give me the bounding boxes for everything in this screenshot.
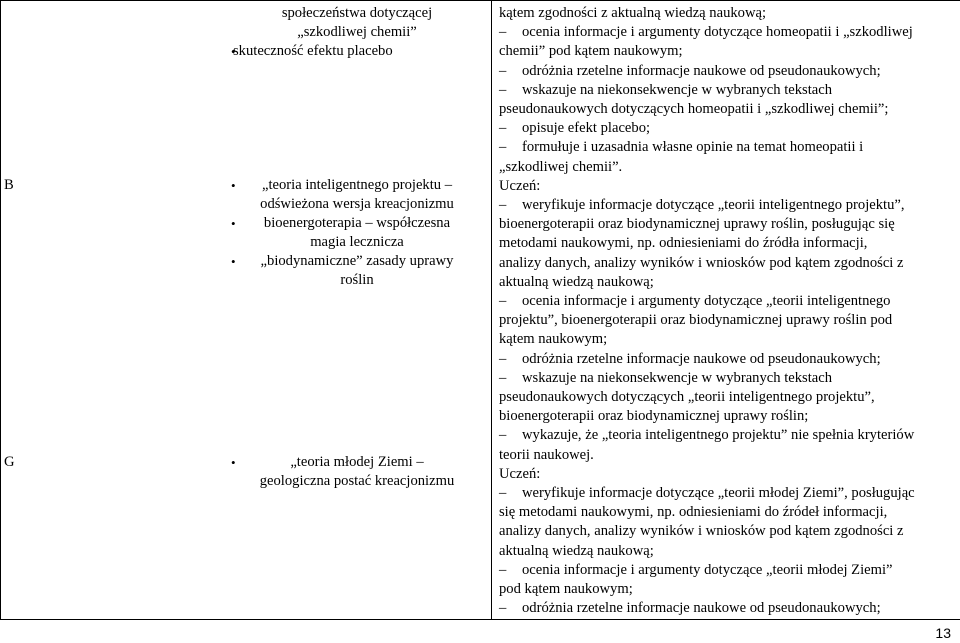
topic-item [233, 4, 481, 42]
outcome-dash-line: – opisuje efekt placebo; [499, 119, 955, 138]
outcome-line: metodami naukowymi, np. odniesieniami do źródła informacji, [499, 234, 955, 253]
outcome-line: aktualną wiedzą naukową; [499, 273, 955, 292]
outcome-dash-line: – wskazuje na niekonsekwencje w wybranych tekstach [499, 369, 955, 388]
outcome-dash-line: – wskazuje na niekonsekwencje w wybranych tekstach [499, 81, 955, 100]
topic-line: społeczeństwa dotyczącej [233, 4, 481, 23]
outcome-line: bioenergoterapii oraz biodynamicznej uprawy roślin, posługując się [499, 215, 955, 234]
outcome-line: się metodami naukowymi, np. odniesieniami do źródeł informacji, [499, 503, 955, 522]
topic-item [233, 252, 481, 290]
topic-item [233, 42, 481, 61]
outcome-line: kątem naukowym; [499, 330, 955, 349]
topic-line: geologiczna postać kreacjonizmu [233, 472, 481, 491]
topics-cell [1, 1, 492, 620]
outcome-line: chemii” pod kątem naukowym; [499, 42, 955, 61]
outcome-line: pseudonaukowych dotyczących „teorii inteligentnego projektu”, [499, 388, 955, 407]
topic-line: magia lecznicza [233, 233, 481, 252]
outcome-line: kątem zgodności z aktualną wiedzą naukową; [499, 4, 955, 23]
topic-item [233, 453, 481, 491]
outcome-line: teorii naukowej. [499, 446, 955, 465]
topics-column [1, 1, 491, 598]
outcome-line: projektu”, bioenergoterapii oraz biodynamicznej uprawy roślin pod [499, 311, 955, 330]
table-row [1, 1, 960, 620]
outcome-dash-line: – ocenia informacje i argumenty dotyczące „teorii inteligentnego [499, 292, 955, 311]
outcome-dash-line: – formułuje i uzasadnia własne opinie na temat homeopatii i [499, 138, 955, 157]
section-letter: G [4, 453, 15, 472]
outcome-line: Uczeń: [499, 177, 955, 196]
outcome-dash-line: – weryfikuje informacje dotyczące „teorii inteligentnego projektu”, [499, 196, 955, 215]
outcomes-column [492, 1, 960, 619]
outcome-line: pod kątem naukowym; [499, 580, 955, 599]
outcome-dash-line: – ocenia informacje i argumenty dotyczące homeopatii i „szkodliwej [499, 23, 955, 42]
topic-item [233, 176, 481, 214]
outcome-dash-line: – weryfikuje informacje dotyczące „teorii młodej Ziemi”, posługując [499, 484, 955, 503]
outcome-line: analizy danych, analizy wyników i wniosków pod kątem zgodności z [499, 254, 955, 273]
section-letter: B [4, 176, 14, 195]
outcome-dash-line: – ocenia informacje i argumenty dotyczące „teorii młodej Ziemi” [499, 561, 955, 580]
outcome-line: Uczeń: [499, 465, 955, 484]
topic-line: bioenergoterapia – współczesna [233, 214, 481, 233]
page-number: 13 [935, 624, 951, 643]
topic-line: roślin [233, 271, 481, 290]
outcome-line: „szkodliwej chemii”. [499, 158, 955, 177]
topic-line: „teoria inteligentnego projektu – [233, 176, 481, 195]
outcome-line: analizy danych, analizy wyników i wniosków pod kątem zgodności z [499, 522, 955, 541]
outcome-line: bioenergoterapii oraz biodynamicznej uprawy roślin; [499, 407, 955, 426]
outcome-line: pseudonaukowych dotyczących homeopatii i „szkodliwej chemii”; [499, 100, 955, 119]
topic-item [233, 214, 481, 252]
topic-line: „szkodliwej chemii” [233, 23, 481, 42]
topic-line: odświeżona wersja kreacjonizmu [233, 195, 481, 214]
outcome-dash-line: – odróżnia rzetelne informacje naukowe od pseudonaukowych; [499, 599, 955, 618]
topic-line: skuteczność efektu placebo [233, 42, 481, 61]
outcome-dash-line: – wykazuje, że „teoria inteligentnego projektu” nie spełnia kryteriów [499, 426, 955, 445]
topic-line: „biodynamiczne” zasady uprawy [233, 252, 481, 271]
outcome-line: aktualną wiedzą naukową; [499, 542, 955, 561]
topic-line: „teoria młodej Ziemi – [233, 453, 481, 472]
outcomes-cell [492, 1, 960, 620]
outcome-dash-line: – odróżnia rzetelne informacje naukowe od pseudonaukowych; [499, 62, 955, 81]
outcome-dash-line: – odróżnia rzetelne informacje naukowe od pseudonaukowych; [499, 350, 955, 369]
